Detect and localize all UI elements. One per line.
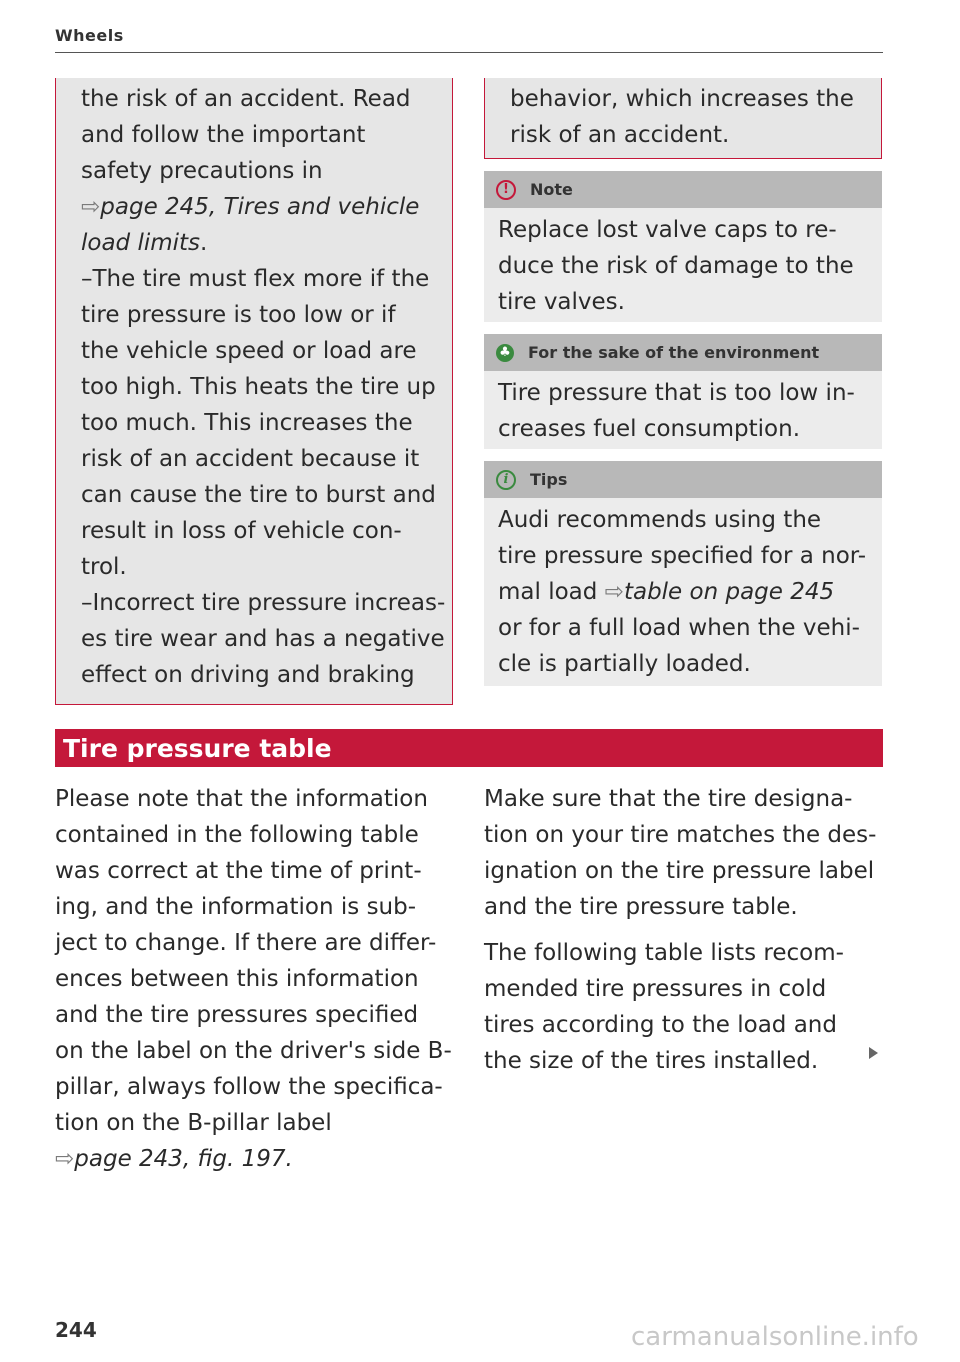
tips-text: Audi recommends using the bbox=[498, 507, 822, 533]
note-text: Replace lost valve caps to re- bbox=[498, 217, 837, 243]
tips-text: tire pressure specified for a nor- bbox=[498, 543, 867, 569]
warning-text: behavior, which increases the bbox=[510, 86, 854, 112]
note-box bbox=[484, 171, 882, 322]
environment-text: Tire pressure that is too low in- bbox=[498, 380, 855, 406]
note-text: tire valves. bbox=[498, 289, 625, 315]
cross-reference-link[interactable]: ⇨page 243, fig. 197. bbox=[55, 1146, 293, 1172]
note-title: Note bbox=[530, 180, 573, 199]
leaf-icon: ♣ bbox=[496, 344, 514, 362]
body-line: ing, and the information is sub- bbox=[55, 894, 417, 920]
header-divider bbox=[55, 52, 883, 53]
tips-header bbox=[484, 461, 882, 498]
environment-title: For the sake of the environment bbox=[528, 343, 820, 362]
warning-box-right bbox=[484, 78, 882, 159]
body-line: tion on your tire matches the des- bbox=[484, 822, 877, 848]
list-item: too much. This increases the bbox=[81, 410, 413, 436]
body-line: pillar, always follow the specifica- bbox=[55, 1074, 443, 1100]
body-text-right bbox=[484, 781, 894, 1079]
body-line: Make sure that the tire designa- bbox=[484, 786, 853, 812]
continue-arrow-icon bbox=[869, 1047, 878, 1059]
body-line: tion on the B-pillar label bbox=[55, 1110, 332, 1136]
body-line: ences between this information bbox=[55, 966, 419, 992]
watermark: carmanualsonline.info bbox=[631, 1322, 919, 1352]
environment-text: creases fuel consumption. bbox=[498, 416, 801, 442]
page-number: 244 bbox=[55, 1318, 97, 1342]
list-item: trol. bbox=[81, 554, 127, 580]
warning-box-left bbox=[55, 78, 453, 705]
body-line: ignation on the tire pressure label bbox=[484, 858, 875, 884]
body-line: was correct at the time of print- bbox=[55, 858, 422, 884]
cross-reference-tail: load limits. bbox=[81, 230, 208, 256]
warning-text: risk of an accident. bbox=[510, 122, 730, 148]
environment-header bbox=[484, 334, 882, 371]
arrow-right-icon: ⇨ bbox=[81, 194, 101, 220]
body-line: ject to change. If there are differ- bbox=[55, 930, 437, 956]
list-item: –The tire must flex more if the bbox=[81, 266, 430, 292]
tips-box bbox=[484, 461, 882, 686]
list-item: result in loss of vehicle con- bbox=[81, 518, 402, 544]
body-line: on the label on the driver's side B- bbox=[55, 1038, 452, 1064]
note-header bbox=[484, 171, 882, 208]
body-line: The following table lists recom- bbox=[484, 940, 844, 966]
list-item: –Incorrect tire pressure increas- bbox=[81, 590, 446, 616]
body-line: and the tire pressure table. bbox=[484, 894, 798, 920]
body-text-left bbox=[55, 781, 465, 1177]
list-item: effect on driving and braking bbox=[81, 662, 415, 688]
arrow-right-icon: ⇨ bbox=[55, 1146, 75, 1172]
body-line: tires according to the load and bbox=[484, 1012, 837, 1038]
list-item: too high. This heats the tire up bbox=[81, 374, 436, 400]
warning-text: safety precautions in bbox=[81, 158, 323, 184]
exclamation-icon: ! bbox=[496, 180, 516, 200]
list-item: tire pressure is too low or if bbox=[81, 302, 396, 328]
tips-text: or for a full load when the vehi- bbox=[498, 615, 860, 641]
body-line: Please note that the information bbox=[55, 786, 428, 812]
body-line: mended tire pressures in cold bbox=[484, 976, 827, 1002]
page-header: Wheels bbox=[55, 26, 124, 45]
tips-text: mal load ⇨table on page 245 bbox=[498, 579, 835, 605]
list-item: can cause the tire to burst and bbox=[81, 482, 436, 508]
arrow-right-icon: ⇨ bbox=[604, 579, 624, 605]
tips-title: Tips bbox=[530, 470, 568, 489]
tips-text: cle is partially loaded. bbox=[498, 651, 751, 677]
cross-reference-link[interactable]: ⇨page 245, Tires and vehicle bbox=[81, 194, 420, 220]
environment-box bbox=[484, 334, 882, 449]
info-icon: i bbox=[496, 470, 516, 490]
list-item: risk of an accident because it bbox=[81, 446, 420, 472]
cross-reference-link[interactable]: ⇨table on page 245 bbox=[604, 579, 835, 605]
body-line: contained in the following table bbox=[55, 822, 419, 848]
list-item: es tire wear and has a negative bbox=[81, 626, 445, 652]
warning-text: the risk of an accident. Read bbox=[81, 86, 411, 112]
body-line: and the tire pressures specified bbox=[55, 1002, 419, 1028]
warning-text: and follow the important bbox=[81, 122, 366, 148]
section-title: Tire pressure table bbox=[55, 729, 883, 767]
body-line: the size of the tires installed. bbox=[484, 1048, 819, 1074]
list-item: the vehicle speed or load are bbox=[81, 338, 417, 364]
note-text: duce the risk of damage to the bbox=[498, 253, 854, 279]
